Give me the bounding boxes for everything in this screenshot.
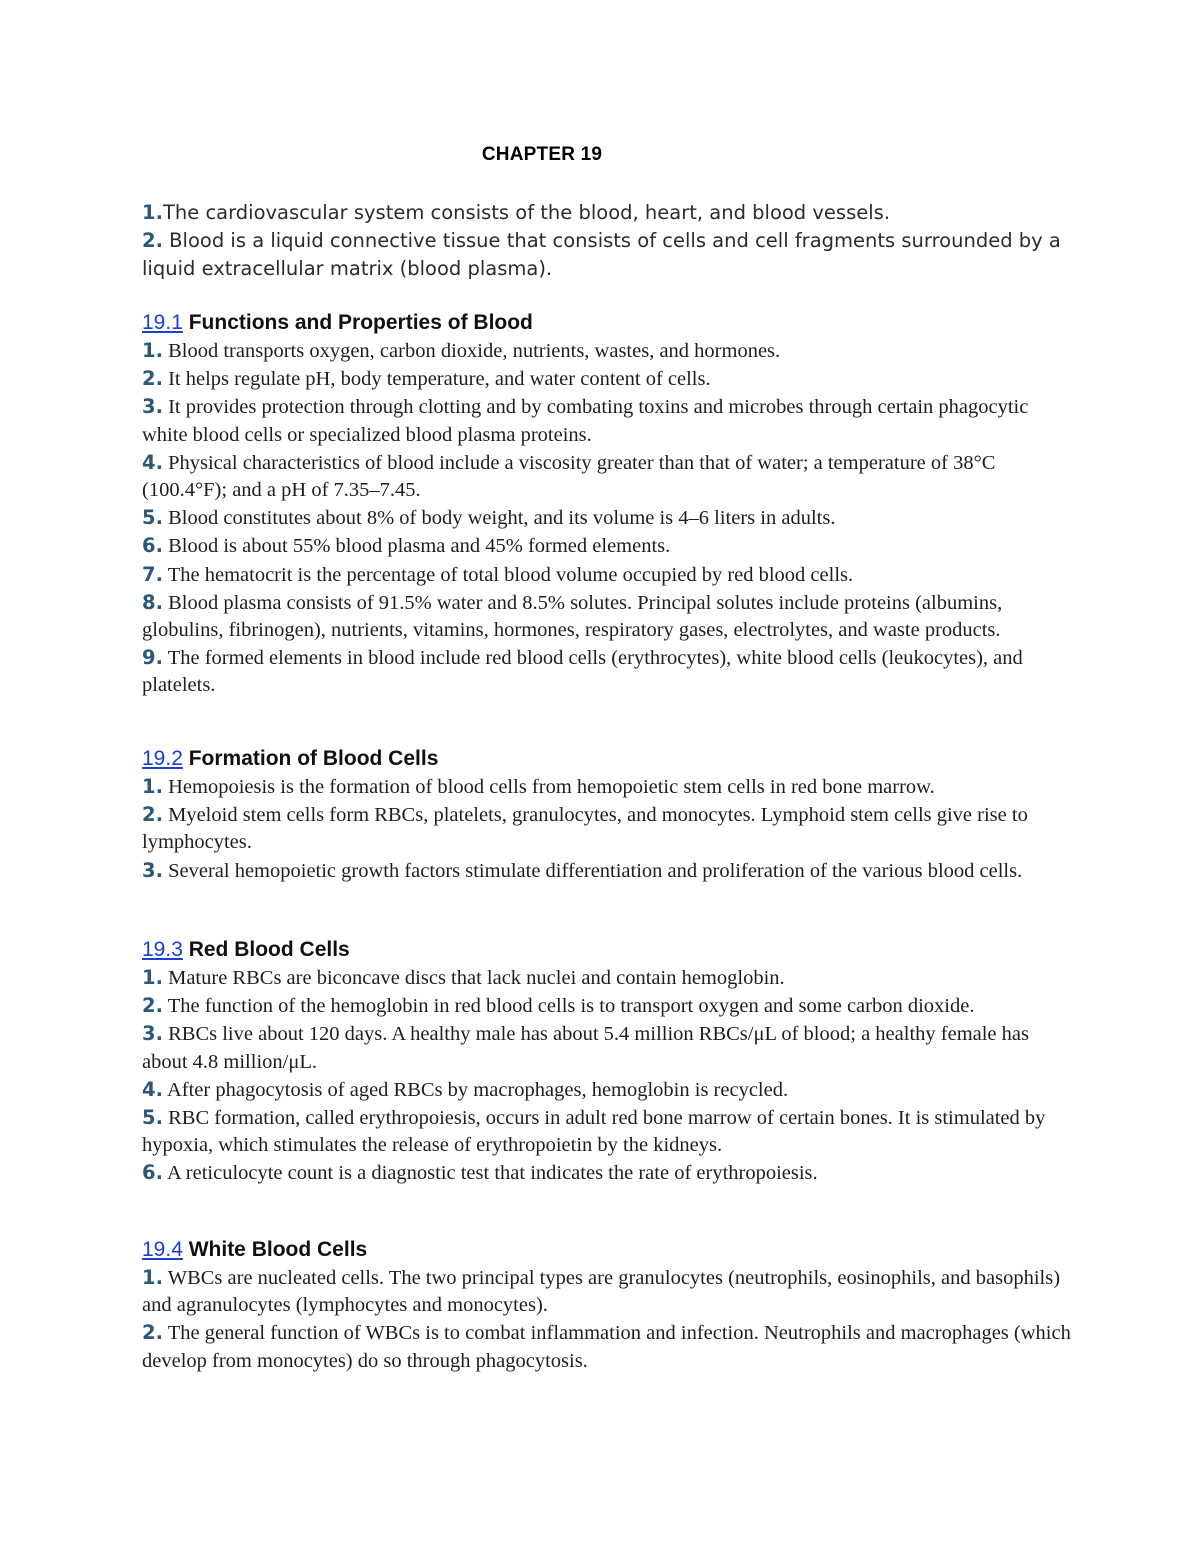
item-text: The function of the hemoglobin in red blood cells is to transport oxygen and some carbon dioxide. — [162, 995, 975, 1018]
section-heading — [142, 936, 1072, 964]
list-item — [142, 1104, 1072, 1159]
section-19-2 — [142, 745, 1072, 885]
item-number: 6. — [142, 534, 163, 558]
list-item — [142, 561, 1072, 589]
item-text: A reticulocyte count is a diagnostic test that indicates the rate of erythropoiesis. — [162, 1162, 818, 1185]
item-text: The hematocrit is the percentage of total blood volume occupied by red blood cells. — [162, 563, 854, 586]
list-item — [142, 1159, 1072, 1187]
item-number: 4. — [142, 450, 163, 474]
section-title: Functions and Properties of Blood — [182, 311, 533, 334]
section-heading — [142, 1236, 1072, 1264]
item-text: Blood is a liquid connective tissue that consists of cells and cell fragments surrounded by a liquid extracellular matrix (blood plasma). — [142, 229, 1061, 280]
item-text: It provides protection through clotting and by combating toxins and microbes through certain phagocytic white blood cells or specialized blood plasma proteins. — [142, 396, 1029, 446]
section-link[interactable]: 19.1 — [142, 311, 183, 334]
item-text: The general function of WBCs is to combat inflammation and infection. Neutrophils and macrophages (which develop from monocytes) do so through phagocytosis. — [142, 1322, 1071, 1372]
list-item — [142, 1076, 1072, 1104]
section-heading — [142, 745, 1072, 773]
item-text: Hemopoiesis is the formation of blood cells from hemopoietic stem cells in red bone marrow. — [162, 776, 935, 798]
list-item — [142, 644, 1072, 699]
list-item — [142, 1319, 1072, 1374]
list-item — [142, 992, 1072, 1020]
item-number: 2. — [142, 803, 163, 827]
section-title: White Blood Cells — [182, 1238, 368, 1261]
list-item — [142, 964, 1072, 992]
item-number: 2. — [142, 994, 163, 1018]
section-title: Red Blood Cells — [182, 938, 350, 961]
item-number: 3. — [142, 1022, 163, 1046]
list-item — [142, 1020, 1072, 1075]
section-19-1 — [142, 309, 1072, 700]
item-number: 8. — [142, 590, 163, 614]
list-item — [142, 365, 1072, 393]
item-text: After phagocytosis of aged RBCs by macrophages, hemoglobin is recycled. — [162, 1078, 789, 1101]
list-item — [142, 1264, 1072, 1319]
item-text: It helps regulate pH, body temperature, and water content of cells. — [162, 368, 711, 391]
intro-item — [142, 227, 1072, 283]
item-text: Mature RBCs are biconcave discs that lack nuclei and contain hemoglobin. — [162, 967, 785, 989]
list-item — [142, 393, 1072, 448]
item-text: Blood is about 55% blood plasma and 45% formed elements. — [162, 535, 671, 558]
item-number: 1. — [142, 966, 163, 989]
section-19-4 — [142, 1236, 1072, 1375]
item-text: RBCs live about 120 days. A healthy male has about 5.4 million RBCs/μL of blood; a healthy female has about 4.8 million/μL. — [142, 1023, 1029, 1073]
list-item — [142, 589, 1072, 644]
item-number: 5. — [142, 506, 163, 530]
item-number: 2. — [142, 1321, 163, 1345]
list-item — [142, 449, 1072, 504]
item-number: 3. — [142, 858, 163, 882]
item-text: Blood transports oxygen, carbon dioxide, nutrients, wastes, and hormones. — [162, 340, 781, 362]
item-number: 2. — [142, 229, 163, 252]
item-text: WBCs are nucleated cells. The two principal types are granulocytes (neutrophils, eosinophils, and basophils) and agranulocytes (lymphocytes and monocytes). — [142, 1267, 1061, 1317]
section-link[interactable]: 19.3 — [142, 938, 183, 961]
item-number: 9. — [142, 646, 163, 670]
list-item — [142, 801, 1072, 856]
item-number: 6. — [142, 1161, 163, 1185]
item-number: 1. — [142, 775, 163, 798]
item-number: 2. — [142, 367, 163, 391]
item-text: The formed elements in blood include red blood cells (erythrocytes), white blood cells (leukocytes), and platelets. — [142, 647, 1023, 697]
list-item — [142, 504, 1072, 532]
intro-item — [142, 199, 1072, 227]
item-text: Blood plasma consists of 91.5% water and 8.5% solutes. Principal solutes include proteins (albumins, globulins, fibrinogen), nutrients, vitamins, hormones, respiratory gases, electrolytes, and waste products. — [142, 591, 1003, 642]
item-text: RBC formation, called erythropoiesis, occurs in adult red bone marrow of certain bones. It is stimulated by hypoxia, which stimulates the release of erythropoietin by the kidneys. — [142, 1107, 1046, 1157]
item-text: Myeloid stem cells form RBCs, platelets, granulocytes, and monocytes. Lymphoid stem cells give rise to lymphocytes. — [142, 804, 1028, 854]
item-number: 1. — [142, 201, 163, 224]
item-text: The cardiovascular system consists of the blood, heart, and blood vessels. — [162, 201, 891, 224]
item-text: Physical characteristics of blood include a viscosity greater than that of water; a temperature of 38°C (100.4°F); and a pH of 7.35–7.45. — [142, 451, 996, 502]
item-text: Several hemopoietic growth factors stimulate differentiation and proliferation of the various blood cells. — [162, 859, 1023, 882]
intro-block — [142, 199, 1072, 283]
item-number: 3. — [142, 395, 163, 419]
chapter-title: CHAPTER 19 — [481, 144, 603, 165]
section-19-3 — [142, 936, 1072, 1188]
item-number: 5. — [142, 1106, 163, 1130]
section-link[interactable]: 19.4 — [142, 1238, 183, 1261]
item-number: 7. — [142, 562, 163, 586]
item-number: 1. — [142, 339, 163, 362]
section-link[interactable]: 19.2 — [142, 747, 183, 770]
section-heading — [142, 309, 1072, 337]
list-item — [142, 857, 1072, 885]
item-number: 1. — [142, 1266, 163, 1289]
item-number: 4. — [142, 1077, 163, 1101]
list-item — [142, 337, 1072, 365]
list-item — [142, 773, 1072, 801]
list-item — [142, 532, 1072, 560]
item-text: Blood constitutes about 8% of body weight, and its volume is 4–6 liters in adults. — [162, 507, 836, 530]
section-title: Formation of Blood Cells — [182, 747, 439, 770]
